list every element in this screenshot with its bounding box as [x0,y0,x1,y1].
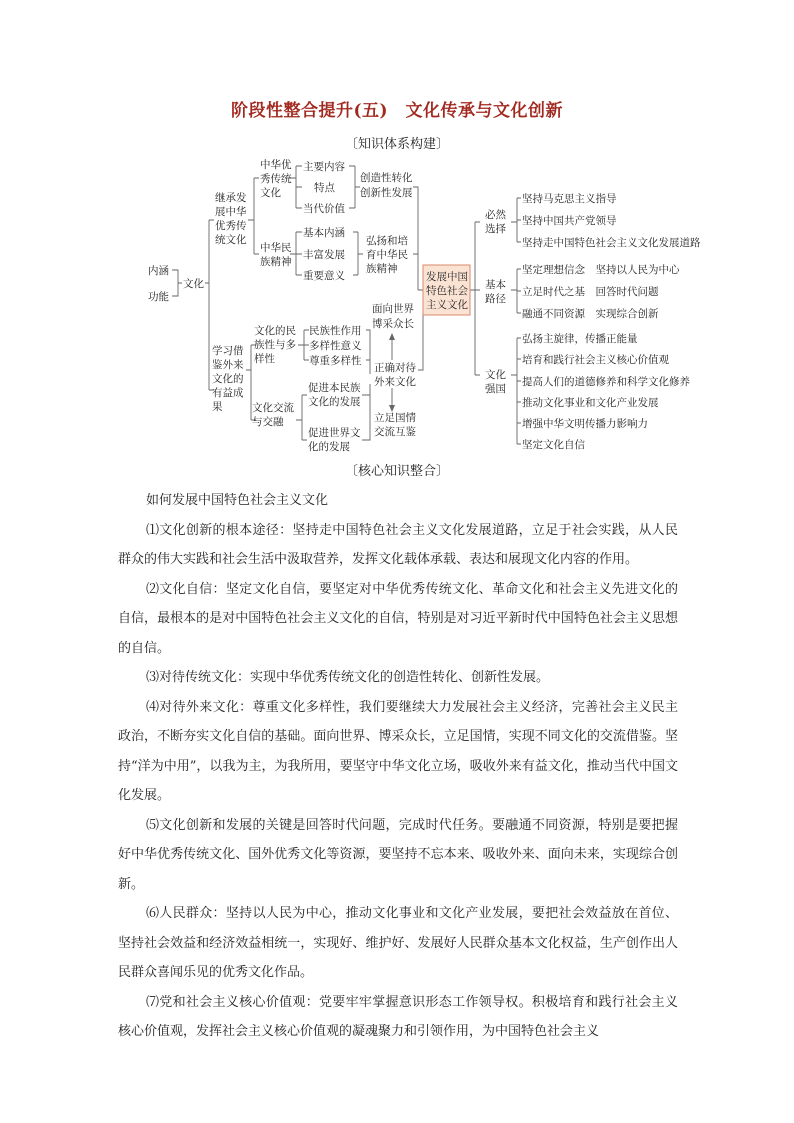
node-b1a-l3: 文化 [260,187,281,199]
node-branch1-l4: 统文化 [215,234,247,246]
node-b1a-item1: 主要内容 [303,161,345,173]
node-mid-center-l2: 外来文化 [374,376,416,388]
node-neihan: 内涵 [148,265,169,277]
node-r3-item2: 培育和践行社会主义核心价值观 [522,354,669,366]
node-branch2-l1: 学习借 [212,345,244,357]
node-r3-item3: 提高人们的道德修养和科学文化修养 [522,376,690,388]
node-r3-item6: 坚定文化自信 [522,439,585,451]
body-lead: 如何发展中国特色社会主义文化 [146,493,329,508]
section-heading-core-knowledge: 〔核心知识整合〕 [344,464,449,479]
node-b2b-item2a: 促进世界文 [308,427,361,439]
node-r2-l1: 基本 [485,279,506,291]
node-b2b-item2b: 化的发展 [308,441,350,453]
node-branch2-l5: 果 [212,401,223,413]
node-root-wenhua: 文化 [183,278,204,290]
node-b2a-l2: 族性与多 [254,339,296,351]
node-b2b-item1a: 促进本民族 [308,382,361,394]
node-mid-bottom-l1: 立足国情 [374,412,416,424]
node-mid-top-l1: 面向世界 [372,303,414,315]
node-b2b-item1b: 文化的发展 [308,396,361,408]
node-b2a-l3: 样性 [254,353,275,365]
node-mid-bottom-l2: 交流互鉴 [374,426,416,438]
node-b2b-l1: 文化交流 [252,402,294,414]
knowledge-mindmap [0,0,794,470]
node-b2a-item1: 民族性作用 [309,325,362,337]
node-r2-item3: 融通不同资源 实现综合创新 [522,308,659,320]
node-b1a-l2: 秀传统 [260,173,292,185]
node-b1b-l2: 族精神 [260,256,292,268]
node-branch1-l3: 优秀传 [215,220,247,232]
node-mid-center-l1: 正确对待 [374,362,416,374]
node-b2a-l1: 文化的民 [254,325,296,337]
node-b1b-l1: 中华民 [260,242,292,254]
body-paragraph-5: ⑸文化创新和发展的关键是回答时代问题，完成时代任务。要融通不同资源，特别是要把握好中华优秀传统文化、国外优秀文化等资源，要坚持不忘本来、吸收外来、面向未来，实现综合创新。 [118,817,678,892]
node-b1a-item2: 特点 [314,182,335,194]
node-b1a-item3: 当代价值 [303,203,345,215]
node-center-l2: 特色社会 [426,285,468,297]
node-b1b-right2: 育中华民 [366,249,408,261]
node-branch2-l4: 有益成 [212,387,244,399]
node-b1b-item2: 丰富发展 [303,249,345,261]
body-paragraph-7: ⑺党和社会主义核心价值观：党要牢牢掌握意识形态工作领导权。积极培育和践行社会主义核心价值观，发挥社会主义核心价值观的凝魂聚力和引领作用，为中国特色社会主义 [118,994,678,1039]
body-paragraph-4: ⑷对待外来文化：尊重文化多样性，我们要继续大力发展社会主义经济，完善社会主义民主政治，不断夯实文化自信的基础。面向世界、博采众长，立足国情，实现不同文化的交流借鉴。坚持“洋为中用”，以我为主，为我所用，要坚守中华文化立场，吸收外来有益文化，推动当代中国文化发展。 [118,699,678,803]
body-paragraph-3: ⑶对待传统文化：实现中华优秀传统文化的创造性转化、创新性发展。 [146,670,550,685]
body-text [118,486,678,1047]
node-branch1-l2: 展中华 [215,206,247,218]
node-r1-item2: 坚持中国共产党领导 [522,215,617,227]
node-r3-item5: 增强中华文明传播力影响力 [522,418,648,430]
node-r1-item3: 坚持走中国特色社会主义文化发展道路 [522,237,701,249]
body-paragraph-2: ⑵文化自信：坚定文化自信，要坚定对中华优秀传统文化、革命文化和社会主义先进文化的自信，最根本的是对中国特色社会主义文化的自信，特别是对习近平新时代中国特色社会主义思想的自信。 [118,581,678,656]
node-b2a-item3: 尊重多样性 [309,355,362,367]
node-b1b-right1: 弘扬和培 [366,235,408,247]
node-r2-item2: 立足时代之基 回答时代问题 [522,286,659,298]
node-branch2-l2: 鉴外来 [212,359,244,371]
section-heading-knowledge-system: 〔知识体系构建〕 [344,137,449,152]
node-r3-item1: 弘扬主旋律，传播正能量 [522,333,638,345]
page-title: 阶段性整合提升(五) 文化传承与文化创新 [230,101,564,121]
node-r3-l2: 强国 [485,383,506,395]
node-b2b-l2: 与交融 [252,416,284,428]
node-b1b-item3: 重要意义 [303,270,345,282]
node-branch2-l3: 文化的 [212,373,244,385]
body-paragraph-6: ⑹人民群众：坚持以人民为中心，推动文化事业和文化产业发展，要把社会效益放在首位、坚持社会效益和经济效益相统一，实现好、维护好、发展好人民群众基本文化权益，生产创作出人民群众喜闻乐见的优秀文化作品。 [118,906,678,980]
node-r2-item1: 坚定理想信念 坚持以人民为中心 [522,264,680,276]
node-center-l3: 主义文化 [426,299,468,311]
node-mid-top-l2: 博采众长 [372,318,414,330]
node-branch1-l1: 继承发 [215,192,247,204]
node-b1a-right1: 创造性转化 [360,172,413,184]
node-r2-l2: 路径 [485,293,506,305]
node-gongneng: 功能 [148,291,169,303]
node-r1-l2: 选择 [485,223,506,235]
node-b2a-item2: 多样性意义 [309,340,362,352]
node-b1a-l1: 中华优 [260,159,292,171]
node-r3-l1: 文化 [485,369,506,381]
node-b1b-item1: 基本内涵 [303,227,345,239]
body-paragraph-1: ⑴文化创新的根本途径：坚持走中国特色社会主义文化发展道路，立足于社会实践，从人民群众的伟大实践和社会生活中汲取营养，发挥文化载体承载、表达和展现文化内容的作用。 [118,522,678,567]
node-center-l1: 发展中国 [426,271,468,283]
node-b1b-right3: 族精神 [366,263,398,275]
node-r1-item1: 坚持马克思主义指导 [522,193,617,205]
node-b1a-right2: 创新性发展 [360,187,413,199]
node-r1-l1: 必然 [485,209,506,221]
node-r3-item4: 推动文化事业和文化产业发展 [522,397,659,409]
